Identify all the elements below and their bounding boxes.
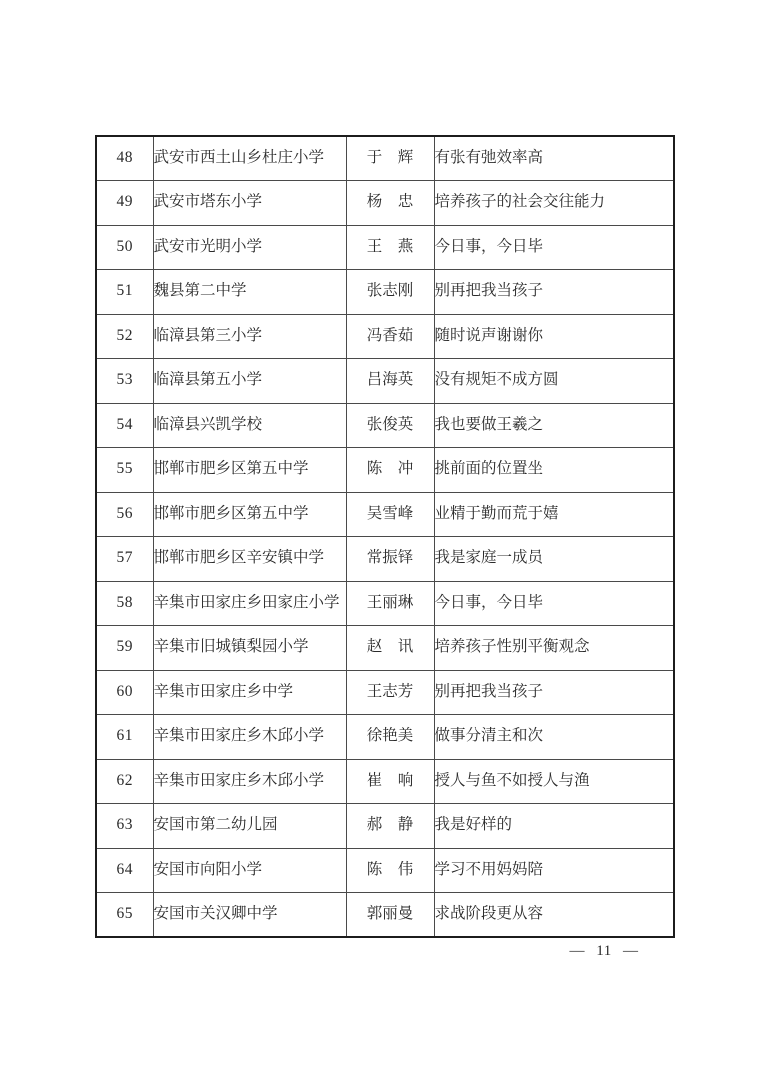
- cell-school: 邯郸市肥乡区第五中学: [153, 492, 346, 537]
- cell-name: 常振铎: [346, 537, 434, 582]
- cell-number: 60: [96, 670, 153, 715]
- cell-number: 51: [96, 270, 153, 315]
- cell-phrase: 我是好样的: [434, 804, 674, 849]
- cell-name: 于 辉: [346, 136, 434, 181]
- table-row: [96, 225, 674, 270]
- cell-school: 辛集市旧城镇梨园小学: [153, 626, 346, 671]
- cell-number: 52: [96, 314, 153, 359]
- table-row: [96, 537, 674, 582]
- cell-number: 65: [96, 893, 153, 938]
- cell-name: 郝 静: [346, 804, 434, 849]
- table-row: [96, 448, 674, 493]
- cell-number: 63: [96, 804, 153, 849]
- cell-school: 辛集市田家庄乡木邱小学: [153, 715, 346, 760]
- cell-school: 邯郸市肥乡区第五中学: [153, 448, 346, 493]
- cell-name: 徐艳美: [346, 715, 434, 760]
- cell-name: 张志刚: [346, 270, 434, 315]
- cell-number: 62: [96, 759, 153, 804]
- cell-phrase: 授人与鱼不如授人与渔: [434, 759, 674, 804]
- cell-school: 武安市西土山乡杜庄小学: [153, 136, 346, 181]
- table-row: [96, 581, 674, 626]
- cell-phrase: 培养孩子性别平衡观念: [434, 626, 674, 671]
- cell-name: 陈 伟: [346, 848, 434, 893]
- cell-phrase: 业精于勤而荒于嬉: [434, 492, 674, 537]
- cell-school: 武安市光明小学: [153, 225, 346, 270]
- cell-number: 48: [96, 136, 153, 181]
- cell-phrase: 有张有弛效率高: [434, 136, 674, 181]
- cell-school: 安国市关汉卿中学: [153, 893, 346, 938]
- cell-phrase: 我是家庭一成员: [434, 537, 674, 582]
- cell-number: 55: [96, 448, 153, 493]
- cell-school: 辛集市田家庄乡田家庄小学: [153, 581, 346, 626]
- cell-phrase: 学习不用妈妈陪: [434, 848, 674, 893]
- table-row: [96, 759, 674, 804]
- table-row: [96, 270, 674, 315]
- table-row: [96, 181, 674, 226]
- cell-name: 王丽琳: [346, 581, 434, 626]
- cell-number: 49: [96, 181, 153, 226]
- cell-phrase: 没有规矩不成方圆: [434, 359, 674, 404]
- cell-school: 临漳县第三小学: [153, 314, 346, 359]
- cell-school: 辛集市田家庄乡中学: [153, 670, 346, 715]
- cell-number: 53: [96, 359, 153, 404]
- cell-name: 赵 讯: [346, 626, 434, 671]
- table-row: [96, 403, 674, 448]
- cell-name: 王 燕: [346, 225, 434, 270]
- cell-school: 安国市第二幼儿园: [153, 804, 346, 849]
- cell-phrase: 今日事，今日毕: [434, 581, 674, 626]
- cell-number: 64: [96, 848, 153, 893]
- roster-table: [95, 135, 675, 938]
- cell-name: 崔 响: [346, 759, 434, 804]
- table-row: [96, 893, 674, 938]
- cell-school: 邯郸市肥乡区辛安镇中学: [153, 537, 346, 582]
- cell-phrase: 我也要做王羲之: [434, 403, 674, 448]
- cell-number: 59: [96, 626, 153, 671]
- cell-number: 54: [96, 403, 153, 448]
- cell-number: 57: [96, 537, 153, 582]
- cell-phrase: 做事分清主和次: [434, 715, 674, 760]
- cell-school: 临漳县第五小学: [153, 359, 346, 404]
- table-row: [96, 670, 674, 715]
- cell-phrase: 培养孩子的社会交往能力: [434, 181, 674, 226]
- cell-school: 临漳县兴凯学校: [153, 403, 346, 448]
- roster-table-body: [96, 136, 674, 937]
- cell-name: 张俊英: [346, 403, 434, 448]
- cell-name: 吕海英: [346, 359, 434, 404]
- cell-number: 56: [96, 492, 153, 537]
- cell-name: 陈 冲: [346, 448, 434, 493]
- table-row: [96, 715, 674, 760]
- cell-phrase: 别再把我当孩子: [434, 270, 674, 315]
- cell-phrase: 随时说声谢谢你: [434, 314, 674, 359]
- cell-school: 辛集市田家庄乡木邱小学: [153, 759, 346, 804]
- page-number: — 11 —: [569, 943, 639, 959]
- cell-number: 61: [96, 715, 153, 760]
- cell-phrase: 求战阶段更从容: [434, 893, 674, 938]
- table-row: [96, 804, 674, 849]
- cell-name: 吴雪峰: [346, 492, 434, 537]
- cell-name: 郭丽曼: [346, 893, 434, 938]
- table-row: [96, 848, 674, 893]
- cell-phrase: 别再把我当孩子: [434, 670, 674, 715]
- cell-name: 冯香茹: [346, 314, 434, 359]
- table-row: [96, 626, 674, 671]
- cell-phrase: 今日事，今日毕: [434, 225, 674, 270]
- cell-school: 安国市向阳小学: [153, 848, 346, 893]
- table-row: [96, 136, 674, 181]
- table-row: [96, 359, 674, 404]
- table-row: [96, 492, 674, 537]
- cell-number: 50: [96, 225, 153, 270]
- cell-phrase: 挑前面的位置坐: [434, 448, 674, 493]
- cell-name: 王志芳: [346, 670, 434, 715]
- cell-number: 58: [96, 581, 153, 626]
- cell-school: 魏县第二中学: [153, 270, 346, 315]
- table-row: [96, 314, 674, 359]
- cell-name: 杨 忠: [346, 181, 434, 226]
- cell-school: 武安市塔东小学: [153, 181, 346, 226]
